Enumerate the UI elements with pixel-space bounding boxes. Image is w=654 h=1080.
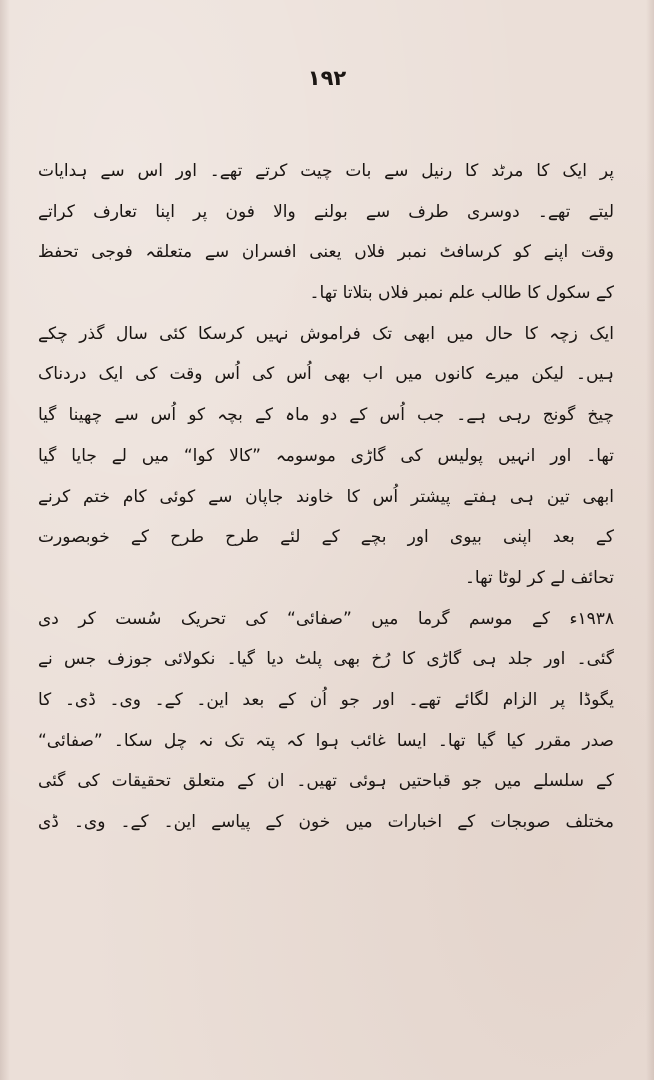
text-line: گئی۔ اور جلد ہی گاڑی کا رُخ بھی پلٹ دیا گیا۔ نکولائی جوزف جس نے [38,649,614,670]
text-line: صدر مقرر کیا گیا تھا۔ ایسا غائب ہوا کہ پتہ تک نہ چل سکا۔ ”صفائی“ [38,730,614,751]
text-line: مختلف صوبجات کے اخبارات میں خون کے پیاسے این۔ کے۔ وی۔ ڈی [38,812,614,832]
page-number: ۱۹۲ [307,66,347,90]
body-text [38,151,614,843]
text-line: تحائف لے کر لوٹا تھا۔ [464,567,614,588]
text-line: لیتے تھے۔ دوسری طرف سے بولنے والا فون پر اپنا تعارف کراتے [38,201,614,222]
text-line: کے سکول کا طالب علم نمبر فلاں بتلاتا تھا۔ [309,283,614,304]
text-line: یگوڈا پر الزام لگائے تھے۔ اور جو اُن کے بعد این۔ کے۔ وی۔ ڈی۔ کا [38,689,614,710]
text-line: ۱۹۳۸ء کے موسم گرما میں ”صفائی“ کی تحریک سُست کر دی [38,608,614,629]
text-line: ہیں۔ لیکن میرے کانوں میں اب بھی اُس کی اُس وقت کی ایک دردناک [38,364,614,385]
text-line: ابھی تین ہی ہفتے پیشتر اُس کا خاوند جاپان سے کوئی کام ختم کرنے [38,486,614,507]
text-line: کے بعد اپنی بیوی اور بچے کے لئے طرح طرح کے خوبصورت [38,527,614,548]
text-line: تھا۔ اور انہیں پولیس کی گاڑی موسومہ ”کالا کوا“ میں لے جایا گیا [38,445,614,466]
text-line: چیخ گونج رہی ہے۔ جب اُس کے دو ماہ کے بچہ کو اُس سے چھینا گیا [38,405,614,426]
text-line: ایک زچہ کا حال میں ابھی تک فراموش نہیں کرسکا کئی سال گذر چکے [38,323,614,344]
text-line: وقت اپنے کو کرسافٹ نمبر فلاں یعنی افسران سے متعلقہ فوجی تحفظ [38,242,614,263]
text-line: کے سلسلے میں جو قباحتیں ہوئی تھیں۔ ان کے متعلق تحقیقات کی گئی [38,771,614,792]
text-line: پر ایک کا مرٹد کا رنیل سے بات چیت کرتے تھے۔ اور اس سے ہدایات [38,161,614,181]
